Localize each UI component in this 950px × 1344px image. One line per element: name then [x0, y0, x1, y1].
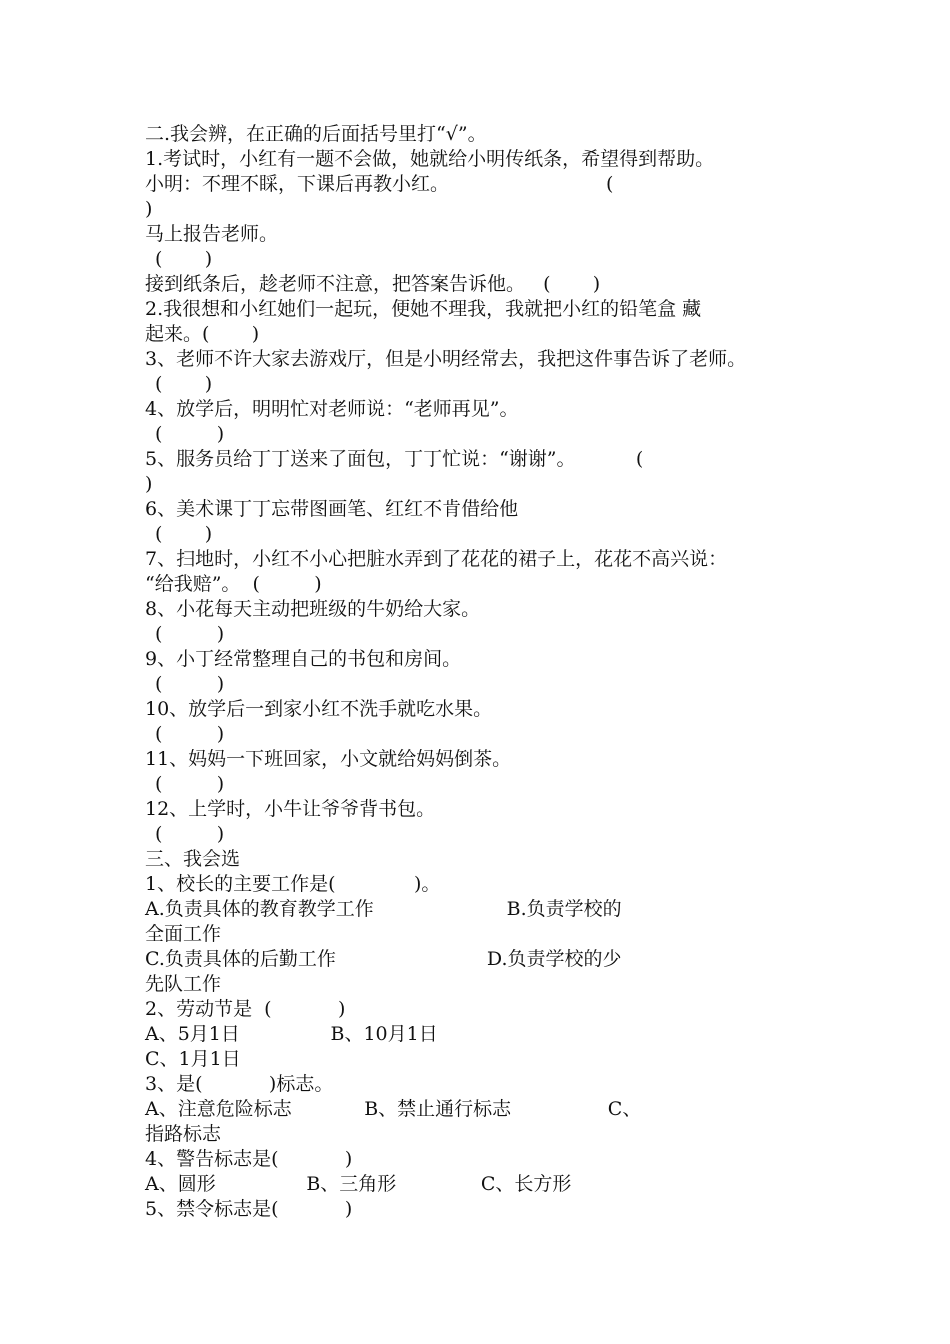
answer-bracket: ( )	[155, 673, 225, 695]
choice-question: 2、劳动节是 ( )	[145, 998, 346, 1020]
section-2-heading: 二.我会辨，在正确的后面括号里打“√”。	[145, 123, 487, 145]
choice-question: 4、警告标志是( )	[145, 1148, 353, 1170]
question-line: 4、放学后，明明忙对老师说：“老师再见”。	[145, 398, 519, 420]
choice-question: 3、是( )标志。	[145, 1073, 334, 1095]
question-line: 2.我很想和小红她们一起玩，便她不理我，我就把小红的铅笔盒 藏	[145, 298, 702, 320]
answer-bracket: ( )	[155, 723, 225, 745]
question-line: 1.考试时，小红有一题不会做，她就给小明传纸条，希望得到帮助。	[145, 148, 715, 170]
choice-options: A、5月1日 B、10月1日	[145, 1023, 438, 1045]
choice-options: C、1月1日	[145, 1048, 241, 1070]
answer-bracket: ( )	[155, 423, 225, 445]
choice-options: C.负责具体的后勤工作 D.负责学校的少	[145, 948, 622, 970]
answer-bracket: ( )	[155, 773, 225, 795]
question-line: 3、老师不许大家去游戏厅，但是小明经常去，我把这件事告诉了老师。	[145, 348, 747, 370]
question-line: 小明：不理不睬，下课后再教小红。 (	[145, 173, 614, 195]
question-line: 起来。( )	[145, 323, 260, 345]
question-line: 12、上学时，小牛让爷爷背书包。	[145, 798, 436, 820]
question-line: 接到纸条后，趁老师不注意，把答案告诉他。 ( )	[145, 273, 601, 295]
answer-bracket: )	[145, 198, 153, 220]
answer-bracket: ( )	[155, 373, 213, 395]
choice-options: A、圆形 B、三角形 C、长方形	[145, 1173, 572, 1195]
question-line: 6、美术课丁丁忘带图画笔、红红不肯借给他	[145, 498, 519, 520]
worksheet-content	[145, 122, 825, 1222]
question-line: 8、小花每天主动把班级的牛奶给大家。	[145, 598, 481, 620]
choice-options: 先队工作	[145, 973, 222, 995]
answer-bracket: ( )	[155, 623, 225, 645]
section-3-heading: 三、我会选	[145, 848, 241, 870]
question-line: “给我赔”。 ( )	[145, 573, 322, 595]
question-line: 马上报告老师。	[145, 223, 279, 245]
question-line: 9、小丁经常整理自己的书包和房间。	[145, 648, 462, 670]
answer-bracket: ( )	[155, 248, 213, 270]
question-line: 11、妈妈一下班回家，小文就给妈妈倒茶。	[145, 748, 512, 770]
choice-question: 1、校长的主要工作是( )。	[145, 873, 441, 895]
question-line: 5、服务员给丁丁送来了面包，丁丁忙说：“谢谢”。 (	[145, 448, 644, 470]
choice-options: A.负责具体的教育教学工作 B.负责学校的	[145, 898, 622, 920]
question-line: 10、放学后一到家小红不洗手就吃水果。	[145, 698, 493, 720]
choice-options: 全面工作	[145, 923, 222, 945]
choice-options: 指路标志	[145, 1123, 222, 1145]
answer-bracket: ( )	[155, 523, 213, 545]
answer-bracket: )	[145, 473, 153, 495]
choice-question: 5、禁令标志是( )	[145, 1198, 353, 1220]
question-line: 7、扫地时，小红不小心把脏水弄到了花花的裙子上，花花不高兴说：	[145, 548, 728, 570]
choice-options: A、注意危险标志 B、禁止通行标志 C、	[145, 1098, 642, 1120]
answer-bracket: ( )	[155, 823, 225, 845]
